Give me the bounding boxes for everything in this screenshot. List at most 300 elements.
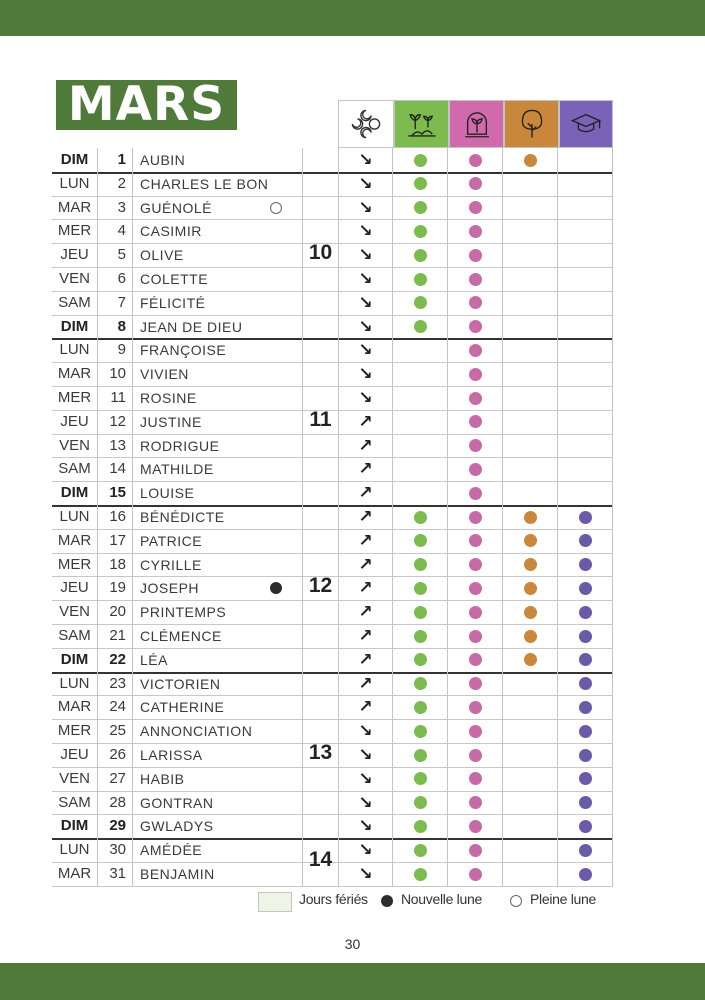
saint-name-cell: BÉNÉDICTE [133, 505, 303, 529]
moon-trend-cell: ↘ [338, 196, 393, 220]
table-row [52, 695, 613, 719]
weekday-cell: LUN [52, 172, 98, 196]
date-cell: 8 [98, 315, 133, 339]
week-cell [303, 814, 338, 838]
purple-activity-cell [558, 672, 613, 696]
orange-dot [524, 154, 537, 167]
pink-activity-cell [448, 862, 503, 886]
date-cell: 6 [98, 267, 133, 291]
moon-trend-cell: ↘ [338, 814, 393, 838]
moon-trend-cell: ↗ [338, 410, 393, 434]
date-cell: 10 [98, 362, 133, 386]
weekday-cell: DIM [52, 315, 98, 339]
green-activity-cell [393, 267, 448, 291]
green-activity-cell [393, 172, 448, 196]
week-number: 11 [309, 407, 332, 431]
orange-activity-cell [503, 767, 558, 791]
green-dot [414, 249, 427, 262]
weekday-cell: SAM [52, 291, 98, 315]
green-dot [414, 582, 427, 595]
purple-activity-cell [558, 505, 613, 529]
orange-activity-cell [503, 362, 558, 386]
green-activity-cell [393, 410, 448, 434]
weekday-cell: MER [52, 219, 98, 243]
purple-dot [579, 677, 592, 690]
pink-dot [469, 368, 482, 381]
green-activity-cell [393, 576, 448, 600]
purple-activity-cell [558, 529, 613, 553]
tree-icon [515, 107, 549, 141]
pink-dot [469, 320, 482, 333]
pink-dot [469, 534, 482, 547]
orange-activity-cell [503, 172, 558, 196]
moon-trend-cell: ↗ [338, 505, 393, 529]
full-moon-icon [510, 895, 522, 907]
orange-dot [524, 606, 537, 619]
saint-name-cell: PRINTEMPS [133, 600, 303, 624]
moon-trend-cell: ↘ [338, 243, 393, 267]
date-cell: 19 [98, 576, 133, 600]
pink-dot [469, 749, 482, 762]
orange-activity-cell [503, 672, 558, 696]
week-cell [303, 791, 338, 815]
pink-dot [469, 796, 482, 809]
green-dot [414, 558, 427, 571]
weekday-cell: DIM [52, 814, 98, 838]
saint-name-cell: CATHERINE [133, 695, 303, 719]
date-cell: 3 [98, 196, 133, 220]
weekday-cell: JEU [52, 243, 98, 267]
moon-trend-cell: ↗ [338, 600, 393, 624]
pink-dot [469, 677, 482, 690]
pink-dot [469, 844, 482, 857]
pink-activity-cell [448, 576, 503, 600]
week-cell [303, 719, 338, 743]
graduation-cap-icon [569, 107, 603, 141]
green-activity-cell [393, 219, 448, 243]
date-cell: 30 [98, 838, 133, 862]
moon-trend-cell: ↘ [338, 338, 393, 362]
orange-dot [524, 558, 537, 571]
pink-dot [469, 511, 482, 524]
purple-activity-cell [558, 267, 613, 291]
date-cell: 26 [98, 743, 133, 767]
moon-trend-cell: ↘ [338, 767, 393, 791]
pink-activity-cell [448, 148, 503, 172]
moon-trend-cell: ↘ [338, 386, 393, 410]
table-row [52, 434, 613, 458]
pink-activity-cell [448, 767, 503, 791]
pink-dot [469, 225, 482, 238]
saint-name-cell: LOUISE [133, 481, 303, 505]
moon-trend-cell: ↘ [338, 743, 393, 767]
saint-name-cell: RODRIGUE [133, 434, 303, 458]
green-dot [414, 868, 427, 881]
green-activity-cell [393, 481, 448, 505]
orange-activity-cell [503, 624, 558, 648]
green-activity-cell [393, 719, 448, 743]
weekday-cell: DIM [52, 648, 98, 672]
pink-activity-cell [448, 315, 503, 339]
purple-activity-cell [558, 767, 613, 791]
pink-activity-cell [448, 695, 503, 719]
table-row [52, 362, 613, 386]
saint-name-cell: COLETTE [133, 267, 303, 291]
table-row [52, 767, 613, 791]
moon-trend-cell: ↗ [338, 648, 393, 672]
pink-activity-cell [448, 529, 503, 553]
date-cell: 24 [98, 695, 133, 719]
purple-activity-cell [558, 695, 613, 719]
purple-dot [579, 582, 592, 595]
purple-activity-cell [558, 624, 613, 648]
weekday-cell: MAR [52, 196, 98, 220]
purple-dot [579, 511, 592, 524]
weekday-cell: JEU [52, 743, 98, 767]
table-row [52, 719, 613, 743]
weekday-cell: VEN [52, 267, 98, 291]
pink-dot [469, 606, 482, 619]
table-row [52, 338, 613, 362]
saint-name-cell: MATHILDE [133, 457, 303, 481]
saint-name-cell: FRANÇOISE [133, 338, 303, 362]
purple-activity-cell [558, 553, 613, 577]
purple-activity-cell [558, 291, 613, 315]
green-activity-cell [393, 862, 448, 886]
moon-trend-cell: ↘ [338, 148, 393, 172]
orange-activity-cell [503, 695, 558, 719]
pink-activity-cell [448, 267, 503, 291]
pink-dot [469, 296, 482, 309]
green-activity-cell [393, 791, 448, 815]
purple-dot [579, 606, 592, 619]
week-cell [303, 624, 338, 648]
week-cell [303, 267, 338, 291]
weekday-cell: MAR [52, 529, 98, 553]
green-dot [414, 701, 427, 714]
orange-activity-cell [503, 505, 558, 529]
purple-activity-cell [558, 172, 613, 196]
date-cell: 25 [98, 719, 133, 743]
green-dot [414, 796, 427, 809]
week-cell [303, 553, 338, 577]
date-cell: 27 [98, 767, 133, 791]
purple-dot [579, 630, 592, 643]
purple-dot [579, 749, 592, 762]
pink-activity-cell [448, 505, 503, 529]
green-dot [414, 177, 427, 190]
purple-activity-cell [558, 410, 613, 434]
orange-activity-cell [503, 719, 558, 743]
top-band [0, 0, 705, 36]
weekday-cell: MER [52, 719, 98, 743]
orange-dot [524, 511, 537, 524]
green-activity-cell [393, 362, 448, 386]
saint-name-cell: JUSTINE [133, 410, 303, 434]
weekday-cell: DIM [52, 148, 98, 172]
table-row [52, 553, 613, 577]
purple-activity-cell [558, 791, 613, 815]
orange-activity-cell [503, 434, 558, 458]
pink-dot [469, 701, 482, 714]
orange-activity-cell [503, 743, 558, 767]
week-cell [303, 481, 338, 505]
green-activity-cell [393, 624, 448, 648]
moon-trend-cell: ↘ [338, 791, 393, 815]
weekday-cell: MAR [52, 362, 98, 386]
orange-activity-cell [503, 791, 558, 815]
green-dot [414, 296, 427, 309]
green-activity-cell [393, 291, 448, 315]
purple-dot [579, 772, 592, 785]
weekday-cell: MER [52, 386, 98, 410]
orange-dot [524, 653, 537, 666]
saint-name-cell: GWLADYS [133, 814, 303, 838]
date-cell: 2 [98, 172, 133, 196]
page-number: 30 [344, 936, 361, 952]
saint-name-cell: ANNONCIATION [133, 719, 303, 743]
pink-activity-cell [448, 362, 503, 386]
date-cell: 11 [98, 386, 133, 410]
date-cell: 31 [98, 862, 133, 886]
purple-activity-cell [558, 243, 613, 267]
table-row [52, 600, 613, 624]
pink-activity-cell [448, 338, 503, 362]
table-row [52, 267, 613, 291]
saint-name-cell: JOSEPH [133, 576, 303, 600]
moon-trend-cell: ↘ [338, 315, 393, 339]
pink-activity-cell [448, 791, 503, 815]
pink-activity-cell [448, 743, 503, 767]
table-row [52, 814, 613, 838]
plant-dome-icon [460, 107, 494, 141]
green-dot [414, 749, 427, 762]
moon-trend-cell: ↗ [338, 695, 393, 719]
green-dot [414, 630, 427, 643]
table-row [52, 624, 613, 648]
moon-trend-cell: ↘ [338, 362, 393, 386]
purple-activity-cell [558, 148, 613, 172]
saint-name-cell: CASIMIR [133, 219, 303, 243]
header-garden-cell [394, 100, 449, 148]
pink-dot [469, 439, 482, 452]
date-cell: 22 [98, 648, 133, 672]
pink-dot [469, 772, 482, 785]
green-activity-cell [393, 148, 448, 172]
orange-dot [524, 582, 537, 595]
pink-dot [469, 868, 482, 881]
week-cell [303, 362, 338, 386]
purple-dot [579, 653, 592, 666]
table-row [52, 219, 613, 243]
green-dot [414, 844, 427, 857]
date-cell: 12 [98, 410, 133, 434]
purple-activity-cell [558, 338, 613, 362]
green-activity-cell [393, 743, 448, 767]
moon-trend-cell: ↘ [338, 172, 393, 196]
orange-activity-cell [503, 219, 558, 243]
table-row [52, 172, 613, 196]
saint-name-cell: PATRICE [133, 529, 303, 553]
orange-dot [524, 630, 537, 643]
saint-name-cell: LÉA [133, 648, 303, 672]
orange-activity-cell [503, 386, 558, 410]
moon-trend-cell: ↗ [338, 553, 393, 577]
orange-dot [524, 534, 537, 547]
saint-name-cell: GONTRAN [133, 791, 303, 815]
pink-dot [469, 344, 482, 357]
moon-trend-cell: ↗ [338, 481, 393, 505]
pink-dot [469, 154, 482, 167]
date-cell: 7 [98, 291, 133, 315]
green-activity-cell [393, 767, 448, 791]
saint-name-cell: BENJAMIN [133, 862, 303, 886]
moon-phases-icon [349, 107, 383, 141]
green-dot [414, 201, 427, 214]
green-activity-cell [393, 338, 448, 362]
orange-activity-cell [503, 648, 558, 672]
table-row [52, 386, 613, 410]
plants-garden-icon [405, 107, 439, 141]
purple-activity-cell [558, 648, 613, 672]
orange-activity-cell [503, 481, 558, 505]
pink-dot [469, 725, 482, 738]
saint-name-cell: LARISSA [133, 743, 303, 767]
new-moon-icon [381, 895, 393, 907]
table-row [52, 648, 613, 672]
date-cell: 1 [98, 148, 133, 172]
purple-activity-cell [558, 362, 613, 386]
date-cell: 13 [98, 434, 133, 458]
table-row [52, 291, 613, 315]
date-cell: 15 [98, 481, 133, 505]
week-cell [303, 196, 338, 220]
green-activity-cell [393, 553, 448, 577]
saint-name-cell: CLÉMENCE [133, 624, 303, 648]
weekday-cell: LUN [52, 338, 98, 362]
purple-activity-cell [558, 315, 613, 339]
date-cell: 18 [98, 553, 133, 577]
orange-activity-cell [503, 410, 558, 434]
date-cell: 29 [98, 814, 133, 838]
weekday-cell: MER [52, 553, 98, 577]
pink-dot [469, 249, 482, 262]
week-cell [303, 386, 338, 410]
green-activity-cell [393, 838, 448, 862]
saint-name-cell: OLIVE [133, 243, 303, 267]
table-row [52, 457, 613, 481]
green-activity-cell [393, 695, 448, 719]
purple-activity-cell [558, 481, 613, 505]
moon-trend-cell: ↘ [338, 291, 393, 315]
pink-activity-cell [448, 648, 503, 672]
orange-activity-cell [503, 148, 558, 172]
table-row [52, 148, 613, 172]
moon-trend-cell: ↘ [338, 219, 393, 243]
legend-full-moon: Pleine lune [530, 891, 596, 907]
pink-activity-cell [448, 196, 503, 220]
weekday-cell: SAM [52, 457, 98, 481]
moon-trend-cell: ↘ [338, 719, 393, 743]
orange-activity-cell [503, 814, 558, 838]
pink-activity-cell [448, 814, 503, 838]
purple-activity-cell [558, 434, 613, 458]
weekday-cell: JEU [52, 410, 98, 434]
legend-new-moon: Nouvelle lune [401, 891, 482, 907]
holidays-swatch [258, 892, 292, 912]
green-dot [414, 320, 427, 333]
week-cell [303, 505, 338, 529]
weekday-cell: DIM [52, 481, 98, 505]
saint-name-cell: CYRILLE [133, 553, 303, 577]
week-cell [303, 529, 338, 553]
saint-name-cell: AUBIN [133, 148, 303, 172]
purple-activity-cell [558, 196, 613, 220]
date-cell: 17 [98, 529, 133, 553]
purple-activity-cell [558, 838, 613, 862]
saint-name-cell: ROSINE [133, 386, 303, 410]
orange-activity-cell [503, 553, 558, 577]
header-plant-dome-cell [449, 100, 504, 148]
green-activity-cell [393, 196, 448, 220]
orange-activity-cell [503, 267, 558, 291]
orange-activity-cell [503, 529, 558, 553]
moon-trend-cell: ↘ [338, 862, 393, 886]
orange-activity-cell [503, 291, 558, 315]
orange-activity-cell [503, 315, 558, 339]
green-dot [414, 154, 427, 167]
pink-dot [469, 558, 482, 571]
orange-activity-cell [503, 600, 558, 624]
date-cell: 5 [98, 243, 133, 267]
orange-activity-cell [503, 196, 558, 220]
pink-activity-cell [448, 672, 503, 696]
moon-trend-cell: ↘ [338, 267, 393, 291]
weekday-cell: LUN [52, 838, 98, 862]
pink-activity-cell [448, 410, 503, 434]
week-cell [303, 338, 338, 362]
date-cell: 21 [98, 624, 133, 648]
pink-dot [469, 463, 482, 476]
orange-activity-cell [503, 576, 558, 600]
green-dot [414, 273, 427, 286]
green-activity-cell [393, 672, 448, 696]
pink-dot [469, 487, 482, 500]
moon-trend-cell: ↗ [338, 672, 393, 696]
pink-dot [469, 820, 482, 833]
saint-name-cell: FÉLICITÉ [133, 291, 303, 315]
green-activity-cell [393, 600, 448, 624]
pink-dot [469, 653, 482, 666]
purple-activity-cell [558, 719, 613, 743]
green-activity-cell [393, 243, 448, 267]
green-activity-cell [393, 315, 448, 339]
table-row [52, 672, 613, 696]
pink-activity-cell [448, 600, 503, 624]
pink-activity-cell [448, 481, 503, 505]
week-cell [303, 695, 338, 719]
pink-activity-cell [448, 624, 503, 648]
purple-activity-cell [558, 600, 613, 624]
green-activity-cell [393, 529, 448, 553]
purple-activity-cell [558, 457, 613, 481]
month-title: MARS [56, 80, 237, 130]
saint-name-cell: CHARLES LE BON [133, 172, 303, 196]
pink-dot [469, 273, 482, 286]
moon-trend-cell: ↘ [338, 838, 393, 862]
table-row [52, 529, 613, 553]
purple-dot [579, 701, 592, 714]
